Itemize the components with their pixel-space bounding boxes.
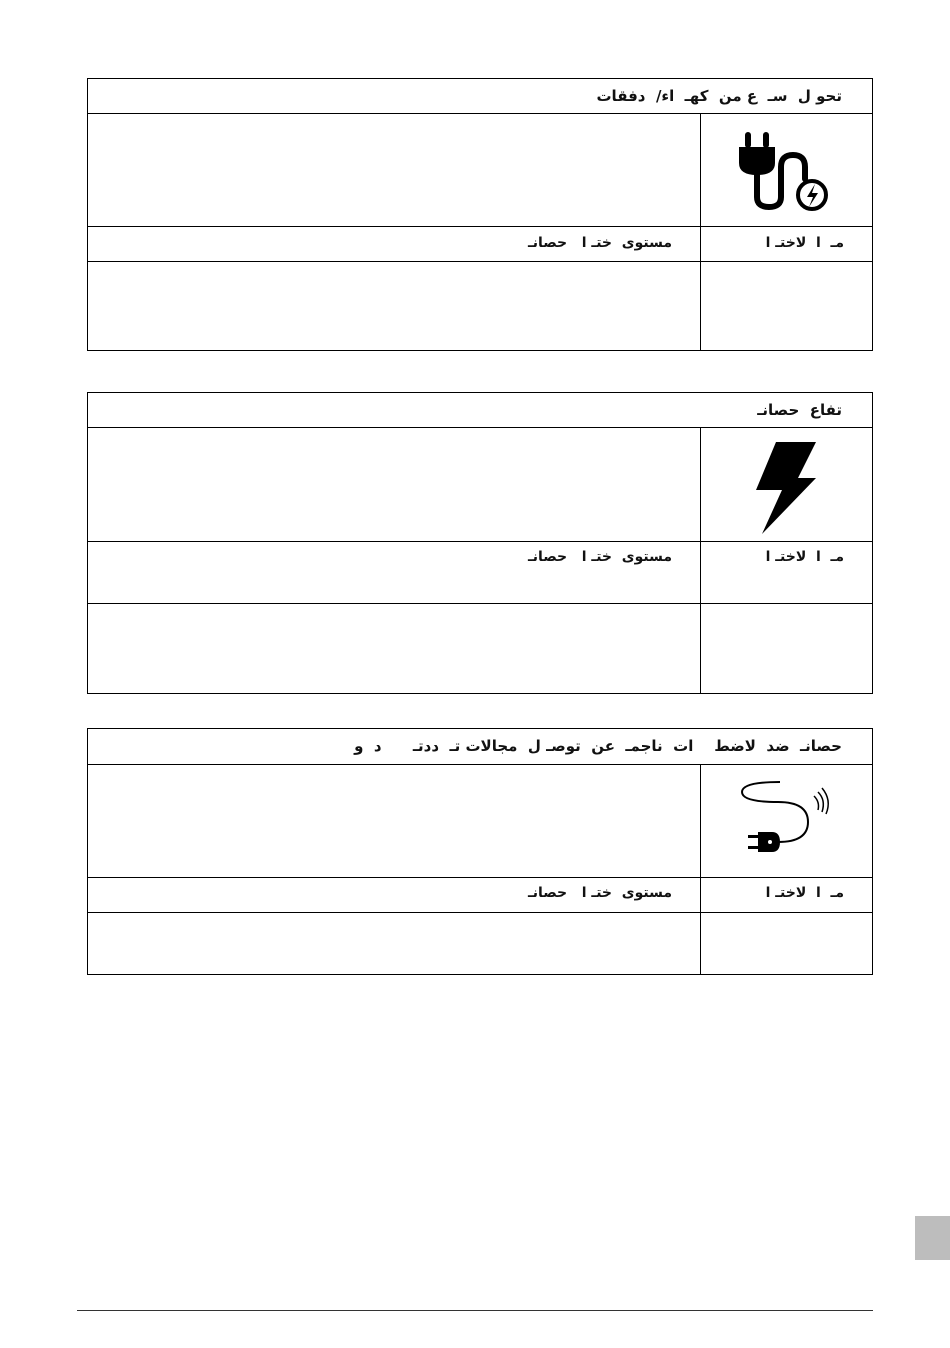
option-label: مـ ا لاختـ ا — [765, 235, 844, 251]
section-title: حصانـ ضد لاضط ات ناجمـ عن توصـ ل مجالات تـ ددتـ د و — [354, 737, 842, 755]
footer-rule — [77, 1310, 873, 1311]
lightning-bolt-icon — [748, 438, 828, 542]
column-divider — [700, 113, 701, 351]
option-label: مـ ا لاختـ ا — [765, 885, 844, 901]
plug-cable-lightning-icon — [733, 127, 833, 216]
divider — [88, 261, 872, 262]
page-edge-tab — [915, 1216, 950, 1260]
protection-level-label: مستوى ختـ ا حصانـ — [527, 885, 672, 901]
divider — [88, 912, 872, 913]
plug-radio-waves-icon — [738, 774, 848, 863]
column-divider — [700, 427, 701, 694]
divider — [88, 764, 872, 765]
divider — [88, 113, 872, 114]
protection-level-label: مستوى ختـ ا حصانـ — [527, 549, 672, 565]
section-title: تفاع حصانـ — [757, 401, 842, 419]
protection-level-label: مستوى ختـ ا حصانـ — [527, 235, 672, 251]
table-section-2 — [87, 392, 873, 694]
section-title: تحو ل سـ ع من كهـ اء/ دفقات — [596, 87, 842, 105]
option-label: مـ ا لاختـ ا — [765, 549, 844, 565]
divider — [88, 541, 872, 542]
column-divider — [700, 764, 701, 975]
table-section-3 — [87, 728, 873, 975]
divider — [88, 603, 872, 604]
divider — [88, 877, 872, 878]
divider — [88, 226, 872, 227]
table-section-1 — [87, 78, 873, 351]
divider — [88, 427, 872, 428]
